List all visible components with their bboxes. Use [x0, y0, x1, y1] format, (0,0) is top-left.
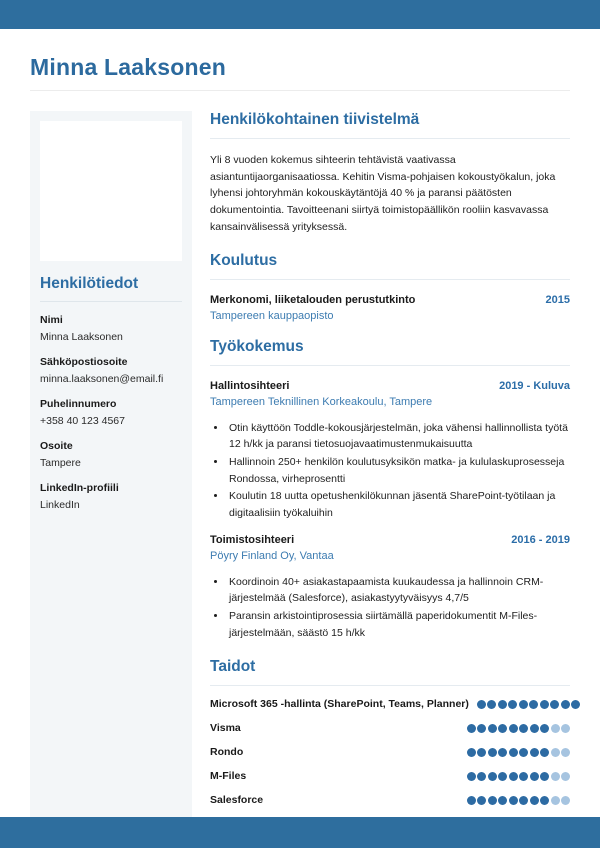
skill-dot	[488, 724, 497, 733]
skill-dot	[498, 748, 507, 757]
skill-dot	[540, 724, 549, 733]
skill-dot	[519, 700, 528, 709]
personal-detail-field	[40, 356, 182, 386]
skill-dot	[561, 748, 570, 757]
skill-dot	[529, 700, 538, 709]
skill-dot	[498, 772, 507, 781]
personal-detail-field	[40, 398, 182, 428]
resume-page	[30, 29, 570, 846]
field-value: Tampere	[40, 457, 81, 469]
skill-dot	[519, 796, 528, 805]
employer-name: Tampereen Teknillinen Korkeakoulu, Tampere	[210, 395, 433, 408]
skill-dot	[561, 724, 570, 733]
personal-detail-field	[40, 482, 182, 512]
field-value: +358 40 123 4567	[40, 415, 125, 427]
skill-name: Visma	[210, 722, 241, 735]
job-entry	[210, 534, 570, 642]
skill-name: Microsoft 365 -hallinta (SharePoint, Teams, Planner)	[210, 698, 469, 711]
experience-heading: Työkokemus	[210, 338, 570, 366]
skill-dot	[519, 772, 528, 781]
skill-dot	[467, 748, 476, 757]
section-experience	[210, 338, 570, 642]
job-dates: 2016 - 2019	[511, 533, 570, 546]
skill-row	[210, 795, 570, 806]
job-bullet: • Hallinnoin 250+ henkilön koulutusyksikön matka- ja kululaskuprosesseja Rondossa, virheprosentti	[227, 454, 570, 487]
skill-row	[210, 747, 570, 758]
job-title: Toimistosihteeri	[210, 533, 295, 546]
education-dates: 2015	[545, 293, 570, 306]
section-summary	[210, 111, 570, 236]
skill-row	[210, 699, 570, 710]
summary-text: Yli 8 vuoden kokemus sihteerin tehtävistä vaativassa asiantuntijaorganisaatiossa. Kehitin Visma-pohjaisen kokoustyökalun, joka lyhensi johtoryhmän kokouskäytäntöjä 40 % ja paransi päätösten dokumentointia. Tavoitteenani siirtyä toimistopäällikön rooliin kasvavassa kansainvälisessä yrityksessä.	[210, 154, 556, 233]
field-label: Osoite	[40, 440, 73, 452]
skill-dot	[508, 700, 517, 709]
job-entry-header	[210, 534, 570, 546]
skill-rating-dots	[467, 748, 571, 757]
field-value: Minna Laaksonen	[40, 331, 123, 343]
skill-dot	[509, 748, 518, 757]
skill-dot	[477, 700, 486, 709]
skill-rating-dots	[467, 772, 571, 781]
skill-dot	[551, 748, 560, 757]
summary-heading: Henkilökohtainen tiivistelmä	[210, 111, 570, 139]
skill-dot	[519, 748, 528, 757]
skill-dot	[509, 796, 518, 805]
skill-dot	[467, 796, 476, 805]
main-column	[210, 111, 570, 846]
personal-details-list	[40, 314, 182, 512]
job-entry-header	[210, 380, 570, 392]
field-label: Puhelinnumero	[40, 398, 117, 410]
sidebar-heading: Henkilötiedot	[40, 275, 182, 302]
skill-dot	[540, 748, 549, 757]
skill-dot	[540, 796, 549, 805]
bottom-accent-bar	[0, 817, 600, 848]
skill-dot	[477, 724, 486, 733]
job-bullet-list	[210, 574, 570, 642]
skill-rating-dots	[477, 700, 581, 709]
skill-dot	[551, 772, 560, 781]
skill-dot	[561, 772, 570, 781]
job-bullet: • Koulutin 18 uutta opetushenkilökunnan jäsentä SharePoint-työtilaan ja digitaalisiin työkaluihin	[227, 488, 570, 521]
job-bullet: • Paransin arkistointiprosessia siirtämällä paperidokumentit M-Files-järjestelmään, säästö 15 h/kk	[227, 608, 570, 641]
personal-detail-field	[40, 314, 182, 344]
job-bullet: • Otin käyttöön Toddle-kokousjärjestelmän, joka vähensi hallinnollista työtä 12 h/kk ja paransi tietosuojavaatimustenmukaisuutta	[227, 420, 570, 453]
skill-dot	[540, 700, 549, 709]
content-columns	[30, 111, 570, 846]
field-label: Nimi	[40, 314, 63, 326]
skill-dot	[498, 724, 507, 733]
skill-dot	[467, 724, 476, 733]
job-dates: 2019 - Kuluva	[499, 379, 570, 392]
skill-dot	[530, 724, 539, 733]
skill-dot	[519, 724, 528, 733]
skill-rating-dots	[467, 724, 571, 733]
skill-row	[210, 771, 570, 782]
skill-dot	[477, 772, 486, 781]
job-title: Hallintosihteeri	[210, 379, 290, 392]
field-value: minna.laaksonen@email.fi	[40, 373, 164, 385]
top-accent-bar	[0, 0, 600, 29]
education-entry-header	[210, 294, 570, 306]
field-label: Sähköpostiosoite	[40, 356, 128, 368]
skill-dot	[540, 772, 549, 781]
education-entry	[210, 294, 570, 322]
skill-dot	[498, 796, 507, 805]
skill-dot	[488, 772, 497, 781]
sidebar	[30, 111, 192, 846]
skill-dot	[561, 796, 570, 805]
skill-dot	[467, 772, 476, 781]
skill-dot	[551, 796, 560, 805]
section-education	[210, 252, 570, 322]
field-value: LinkedIn	[40, 499, 80, 511]
degree-title: Merkonomi, liiketalouden perustutkinto	[210, 293, 416, 306]
skill-dot	[530, 772, 539, 781]
skill-dot	[530, 748, 539, 757]
job-bullet: • Koordinoin 40+ asiakastapaamista kuukaudessa ja hallinnoin CRM-järjestelmää (Salesforce), asiakastyytyväisyys 4,7/5	[227, 574, 570, 607]
skill-rating-dots	[467, 796, 571, 805]
skill-dot	[509, 772, 518, 781]
title-divider	[30, 90, 570, 91]
education-list	[210, 294, 570, 322]
skill-dot	[561, 700, 570, 709]
school-name: Tampereen kauppaopisto	[210, 309, 334, 322]
field-label: LinkedIn-profiili	[40, 482, 119, 494]
skills-heading: Taidot	[210, 658, 570, 686]
photo-placeholder	[40, 121, 182, 261]
skill-dot	[488, 796, 497, 805]
skill-name: Salesforce	[210, 794, 264, 807]
skill-dot	[550, 700, 559, 709]
employer-name: Pöyry Finland Oy, Vantaa	[210, 549, 334, 562]
skill-dot	[477, 796, 486, 805]
skill-dot	[571, 700, 580, 709]
skill-dot	[477, 748, 486, 757]
skill-dot	[530, 796, 539, 805]
skill-dot	[551, 724, 560, 733]
skill-dot	[509, 724, 518, 733]
skill-name: M-Files	[210, 770, 247, 783]
skill-dot	[498, 700, 507, 709]
education-heading: Koulutus	[210, 252, 570, 280]
skill-dot	[487, 700, 496, 709]
personal-detail-field	[40, 440, 182, 470]
skill-name: Rondo	[210, 746, 244, 759]
skill-dot	[488, 748, 497, 757]
job-list	[210, 380, 570, 642]
skills-list	[210, 699, 570, 830]
job-entry	[210, 380, 570, 522]
page-title: Minna Laaksonen	[30, 54, 226, 80]
job-bullet-list	[210, 420, 570, 522]
skill-row	[210, 723, 570, 734]
section-skills	[210, 658, 570, 830]
